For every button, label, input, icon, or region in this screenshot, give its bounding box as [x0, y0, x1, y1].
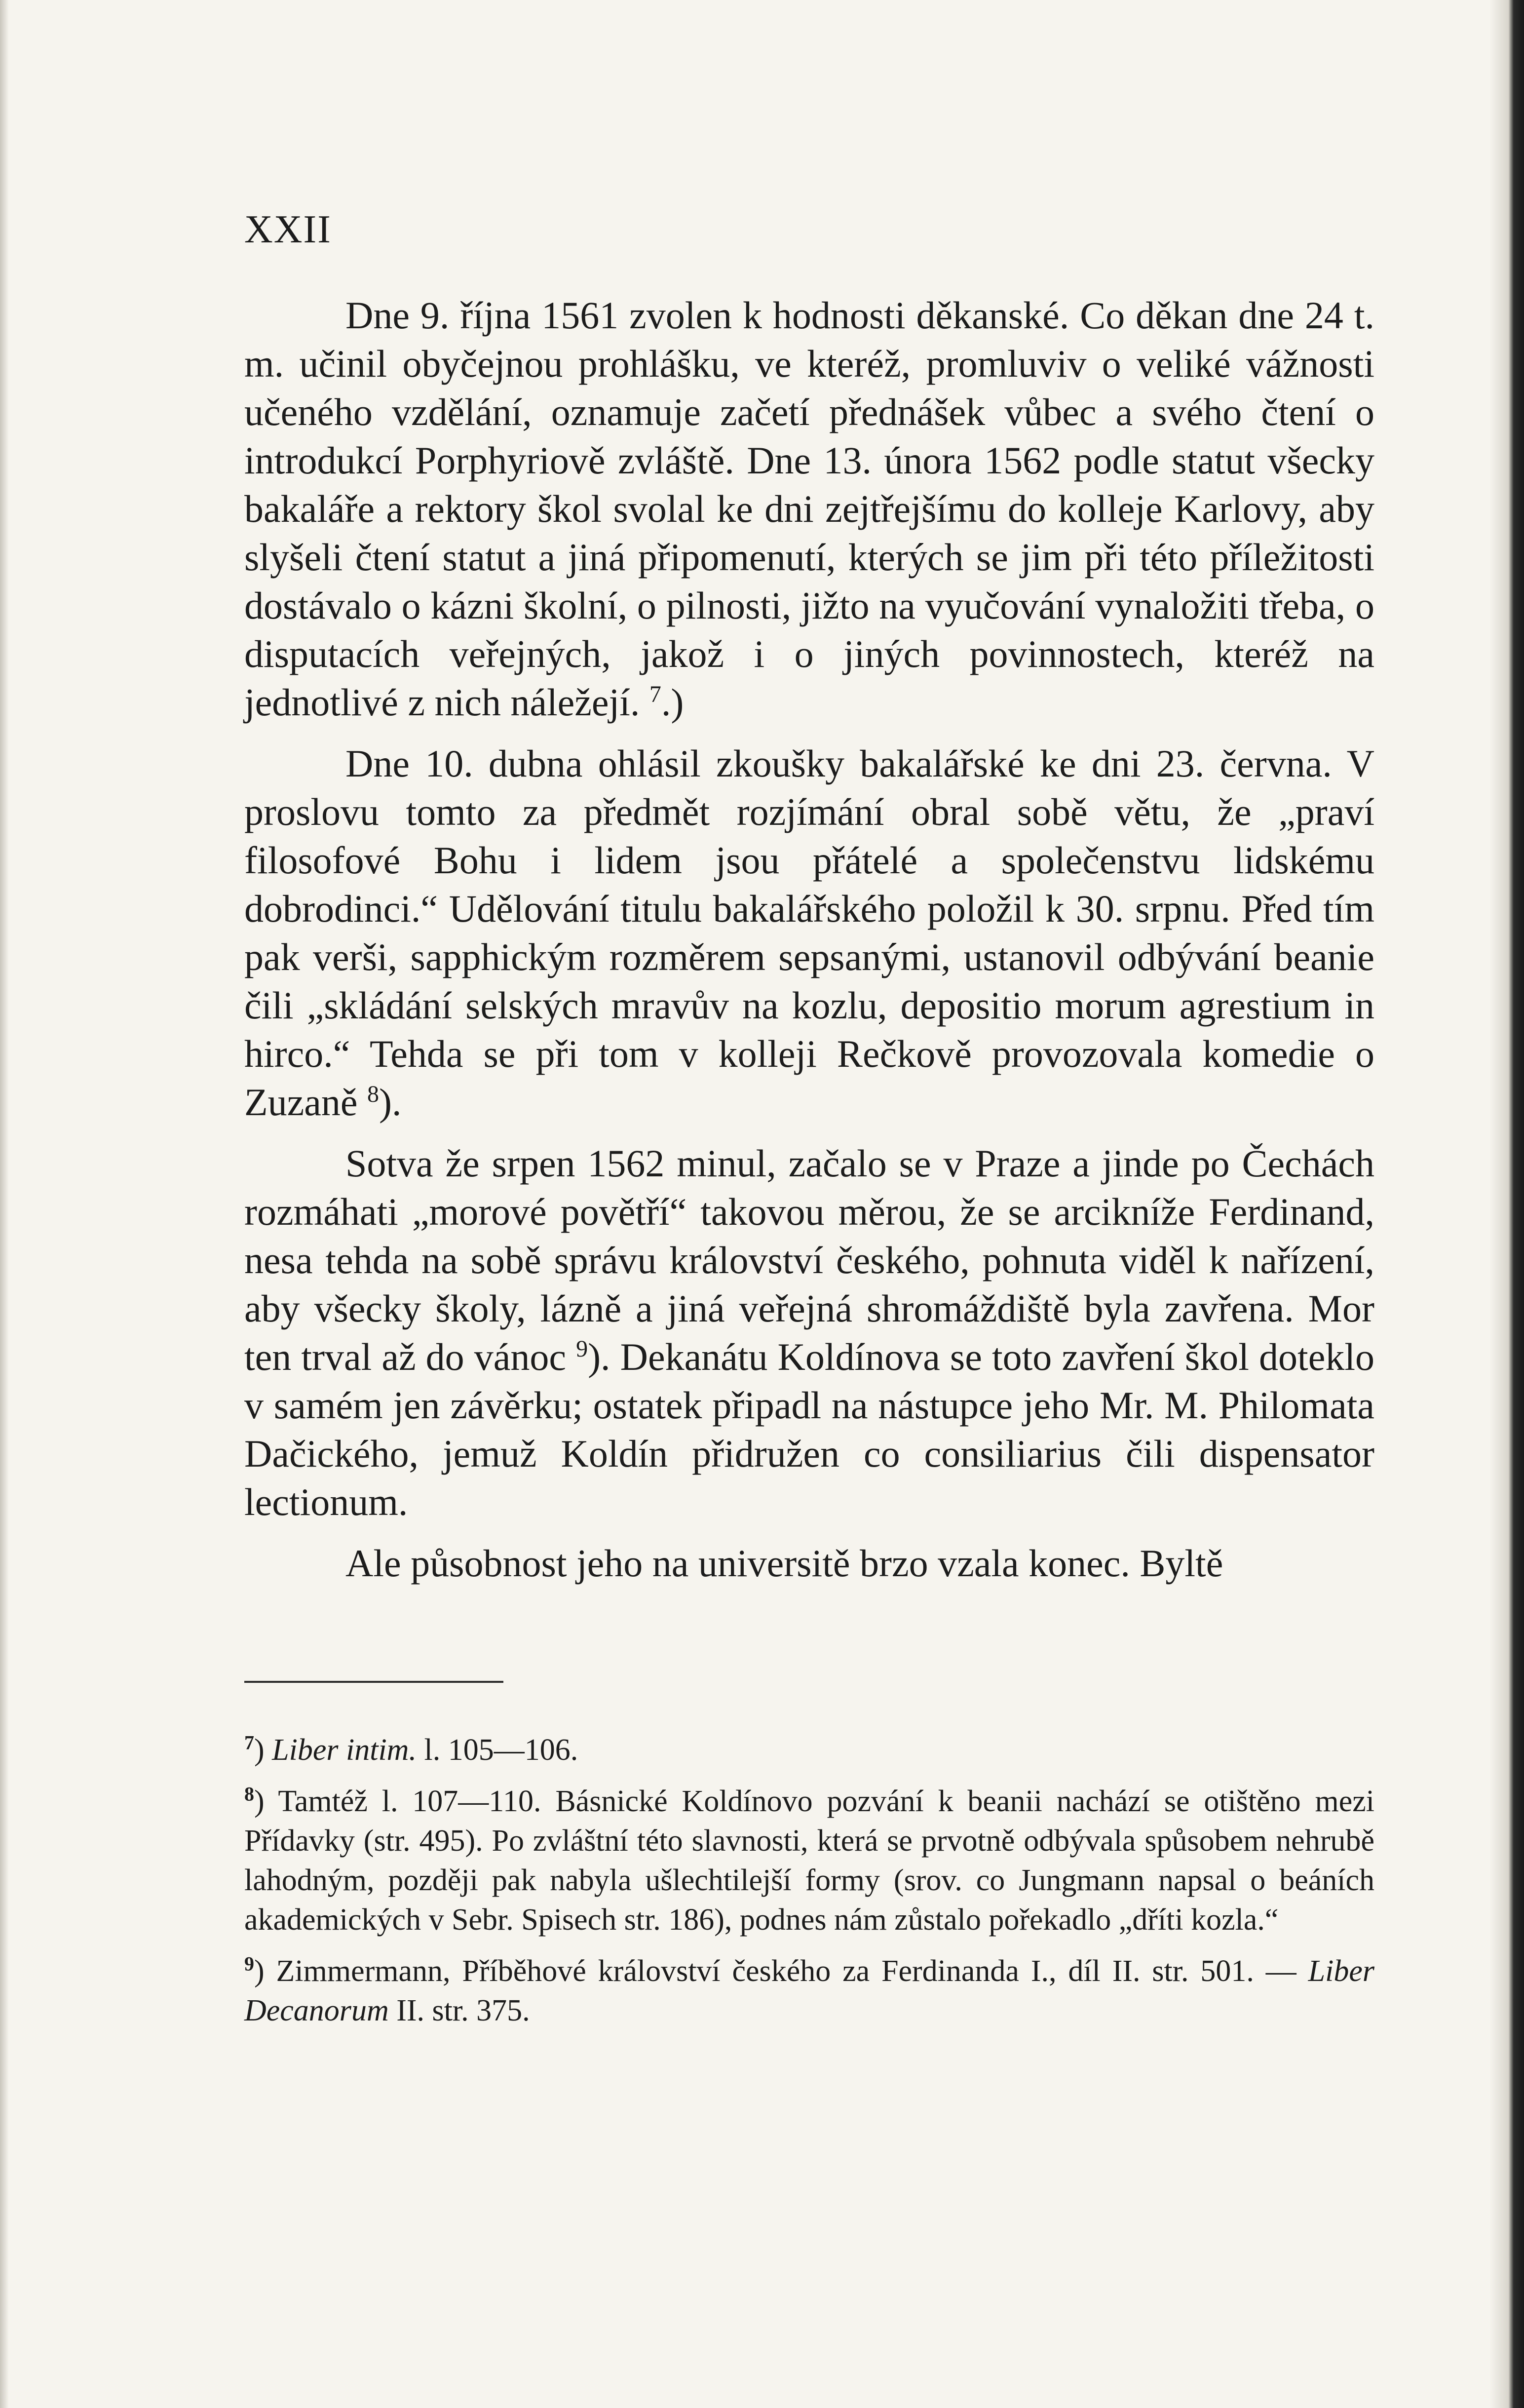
footnote-9-italic: Liber Decanorum — [244, 1954, 1374, 2027]
paragraph-4 — [244, 1539, 1374, 1588]
footnote-7-text: l. 105—106. — [416, 1733, 578, 1767]
paren-close: ) — [588, 1335, 601, 1378]
footnote-ref-7: 7 — [649, 681, 661, 707]
paragraph-1 — [244, 291, 1374, 727]
page-number-header: XXII — [244, 208, 332, 251]
page-right-edge-binding — [1489, 0, 1524, 2408]
paragraph-2 — [244, 739, 1374, 1126]
footnote-mark: 9 — [244, 1952, 254, 1975]
paragraph-1-tail: . — [661, 681, 671, 724]
footnote-8 — [244, 1782, 1374, 1940]
footnotes — [244, 1730, 1374, 2042]
paragraph-4-text: Ale působnost jeho na universitě brzo vzala konec. Byltě — [345, 1542, 1223, 1585]
footnote-9-text-after: II. str. 375. — [388, 1994, 530, 2027]
footnote-mark: 8 — [244, 1783, 254, 1805]
paragraph-3 — [244, 1139, 1374, 1526]
footnote-ref-8: 8 — [367, 1081, 380, 1107]
main-text — [244, 291, 1374, 1600]
paragraph-3-text: Sotva že srpen 1562 minul, začalo se v Praze a jinde po Čechách rozmáhati „morové povětří“ takovou měrou, že se arcikníže Ferdinand, nesa tehda na sobě správu království českého, pohnuta viděl k nařízení, aby všecky školy, lázně a jiná veřejná shromáždiště byla zavřena. Mor ten trval až do vánoc — [244, 1142, 1374, 1378]
footnote-8-text: Tamtéž l. 107—110. Básnické Koldínovo pozvání k beanii nachází se otištěno mezi Přídavky (str. 495). Po zvláštní této slavnosti, která se prvotně odbývala spůsobem nehrubě lahodným, později pak nabyla ušlechtilejší formy (srov. co Jungmann napsal o beáních akademických v Sebr. Spisech str. 186), podnes nám zůstalo pořekadlo „dříti kozla.“ — [244, 1785, 1374, 1937]
paragraph-2-text: Dne 10. dubna ohlásil zkoušky bakalářské ke dni 23. června. V proslovu tomto za předmět rozjímání obral sobě větu, že „praví filosofové Bohu i lidem jsou přátelé a společenstvu lidskému dobrodinci.“ Udělování titulu bakalářského položil k 30. srpnu. Před tím pak verši, sapphickým rozměrem sepsanými, ustanovil odbývání beanie čili „skládání selských mravův na kozlu, depositio morum agrestium in hirco.“ Tehda se při tom v kolleji Rečkově provozovala komedie o Zuzaně — [244, 742, 1374, 1124]
footnote-divider — [244, 1681, 503, 1683]
paren-close: ) — [254, 1954, 276, 1988]
footnote-9 — [244, 1951, 1374, 2030]
footnote-7 — [244, 1730, 1374, 1770]
paragraph-3-tail: . Dekanátu Koldínova se toto zavření škol doteklo v samém jen závěrku; ostatek připadl na nástupce jeho Mr. M. Philomata Dačického, jemuž Koldín přidružen co consiliarius čili dispensator lectionum. — [244, 1335, 1374, 1523]
paren-close: ) — [254, 1785, 278, 1818]
footnote-ref-9: 9 — [576, 1336, 588, 1362]
paren-close: ) — [254, 1733, 272, 1767]
footnote-mark: 7 — [244, 1731, 254, 1754]
paragraph-1-text: Dne 9. října 1561 zvolen k hodnosti děkanské. Co děkan dne 24 t. m. učinil obyčejnou prohlášku, ve kteréž, promluviv o veliké vážnosti učeného vzdělání, oznamuje začetí přednášek vůbec a svého čtení o introdukcí Porphyriově zvláště. Dne 13. února 1562 podle statut všecky bakaláře a rektory škol svolal ke dni zejtřejšímu do kolleje Karlovy, aby slyšeli čtení statut a jiná připomenutí, kterých se jim při této příležitosti dostávalo o kázni školní, o pilnosti, jižto na vyučování vynaložiti třeba, o disputacích veřejných, jakož i o jiných povinnostech, kteréž na jednotlivé z nich náležejí. — [244, 294, 1374, 724]
paragraph-2-tail: . — [392, 1081, 402, 1124]
footnote-9-text: Zimmermann, Příběhové království českého za Ferdinanda I., díl II. str. 501. — — [276, 1954, 1308, 1988]
paren-close: ) — [671, 681, 684, 724]
footnote-7-italic: Liber intim. — [272, 1733, 417, 1767]
paren-close: ) — [379, 1081, 392, 1124]
page-left-edge — [0, 0, 9, 2408]
